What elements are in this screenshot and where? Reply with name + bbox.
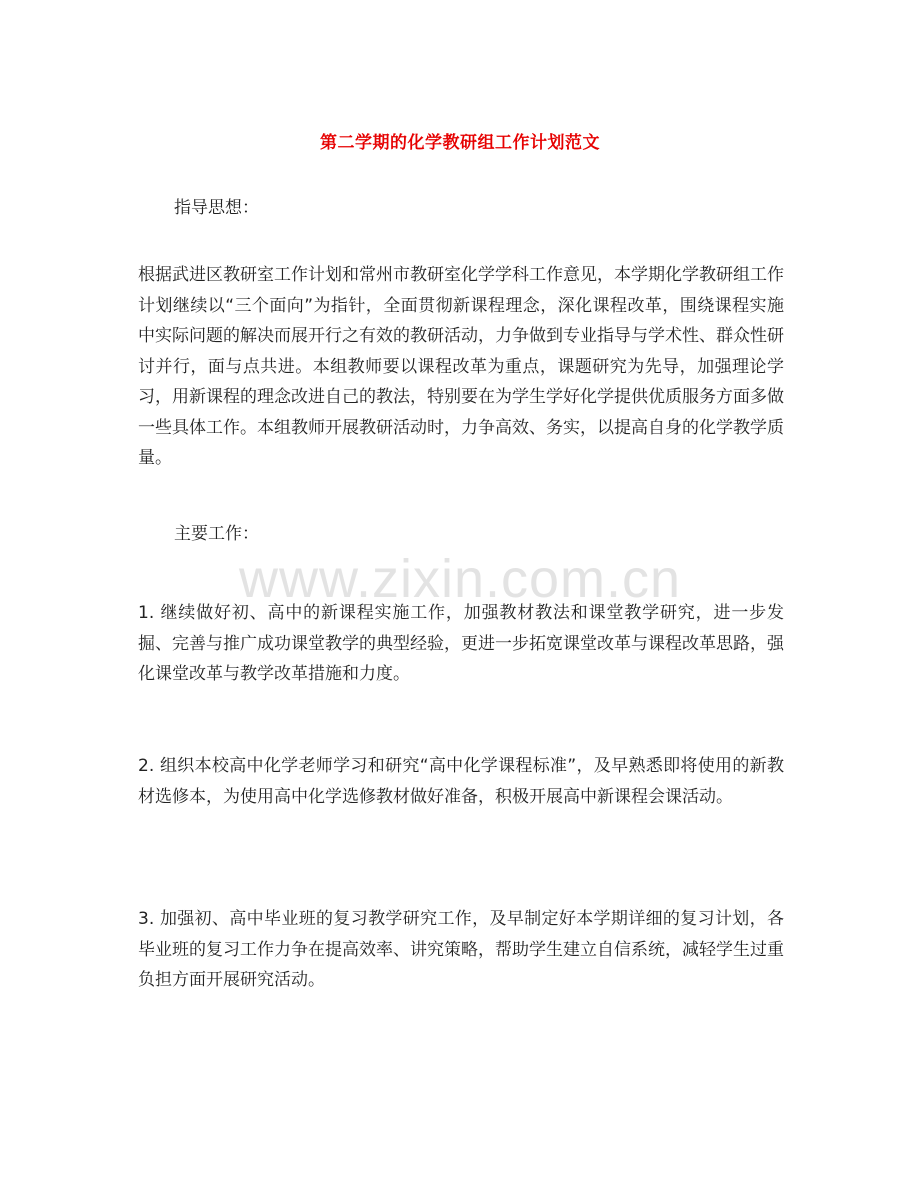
section-heading-main-work: 主要工作： (174, 524, 259, 544)
main-work-item-2: 2. 组织本校高中化学老师学习和研究“高中化学课程标准”，及早熟悉即将使用的新教材选修本，为使用高中化学选修教材做好准备，积极开展高中新课程会课活动。 (138, 756, 784, 807)
section-heading-guiding-ideology: 指导思想： (174, 198, 259, 218)
document-title: 第二学期的化学教研组工作计划范文 (320, 133, 600, 153)
main-work-item-1: 1. 继续做好初、高中的新课程实施工作，加强教材教法和课堂教学研究，进一步发掘、完善与推广成功课堂教学的典型经验，更进一步拓宽课堂改革与课程改革思路，强化课堂改革与教学改革措施和力度。 (138, 603, 784, 684)
guiding-ideology-paragraph: 根据武进区教研室工作计划和常州市教研室化学学科工作意见，本学期化学教研组工作计划继续以“三个面向”为指针，全面贯彻新课程理念，深化课程改革，围绕课程实施中实际问题的解决而展开行之有效的教研活动，力争做到专业指导与学术性、群众性研讨并行，面与点共进。本组教师要以课程改革为重点，课题研究为先导，加强理论学习，用新课程的理念改进自己的教法，特别要在为学生学好化学提供优质服务方面多做一些具体工作。本组教师开展教研活动时，力争高效、务实，以提高自身的化学教学质量。 (138, 265, 784, 468)
site-watermark: www.zixin.com.cn (238, 549, 682, 609)
main-work-item-3: 3. 加强初、高中毕业班的复习教学研究工作，及早制定好本学期详细的复习计划，各毕业班的复习工作力争在提高效率、讲究策略，帮助学生建立自信系统，减轻学生过重负担方面开展研究活动。 (138, 909, 784, 990)
